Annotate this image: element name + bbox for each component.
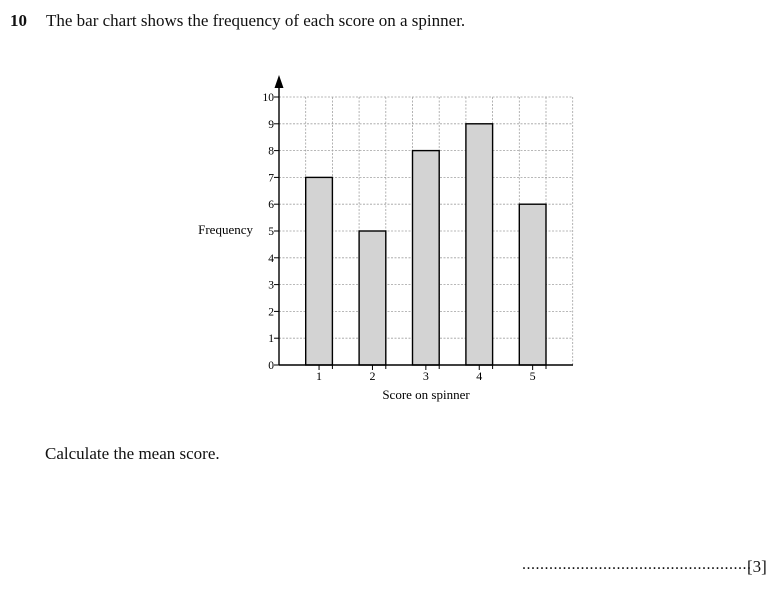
y-tick-label: 0 bbox=[268, 360, 274, 372]
y-axis-arrow bbox=[275, 75, 284, 88]
y-tick-label: 9 bbox=[268, 118, 274, 131]
y-tick-label: 2 bbox=[268, 306, 274, 319]
chart-bars bbox=[306, 124, 546, 365]
x-tick-label: 2 bbox=[369, 369, 376, 383]
x-axis-ticks bbox=[316, 365, 546, 383]
marks-label: [3] bbox=[747, 557, 767, 576]
y-axis-label: Frequency bbox=[198, 222, 253, 237]
bar-1 bbox=[306, 177, 333, 365]
y-axis-ticks bbox=[263, 92, 280, 372]
y-tick-label: 7 bbox=[268, 172, 274, 185]
y-tick-label: 3 bbox=[268, 279, 274, 292]
y-tick-label: 8 bbox=[268, 145, 274, 158]
y-tick-label: 4 bbox=[268, 252, 274, 265]
question-prompt: Calculate the mean score. bbox=[45, 444, 220, 463]
bar-2 bbox=[359, 231, 386, 365]
y-tick-label: 10 bbox=[262, 92, 274, 104]
x-tick-label: 3 bbox=[422, 369, 429, 383]
x-axis-label: Score on spinner bbox=[382, 387, 470, 402]
y-tick-label: 5 bbox=[268, 226, 274, 238]
y-tick-label: 6 bbox=[268, 199, 274, 212]
bar-4 bbox=[466, 124, 493, 365]
x-tick-label: 1 bbox=[316, 369, 323, 383]
question-number: 10 bbox=[10, 11, 27, 30]
x-tick-label: 4 bbox=[476, 369, 483, 383]
bar-3 bbox=[413, 151, 440, 365]
answer-line[interactable]: ................................................... bbox=[522, 556, 752, 573]
question-text: The bar chart shows the frequency of each score on a spinner. bbox=[46, 11, 466, 30]
bar-5 bbox=[519, 204, 546, 365]
y-tick-label: 1 bbox=[268, 333, 274, 346]
x-tick-label: 5 bbox=[529, 369, 536, 383]
